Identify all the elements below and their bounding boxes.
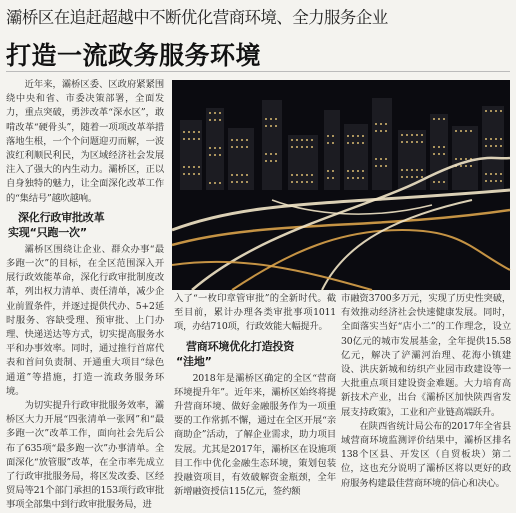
photo-window-light [416, 141, 418, 143]
photo-window-light [198, 131, 200, 133]
photo-window-light [306, 181, 308, 183]
article-column-right [341, 292, 511, 493]
photo-window-light [183, 131, 185, 133]
photo-window-light [241, 146, 243, 148]
photo-window-light [485, 173, 487, 175]
photo-window-light [401, 134, 403, 136]
photo-window-light [362, 177, 364, 179]
photo-window-light [236, 146, 238, 148]
photo-window-light [406, 176, 408, 178]
photo-window-light [291, 181, 293, 183]
photo-window-light [198, 166, 200, 168]
photo-window-light [380, 158, 382, 160]
photo-window-light [219, 182, 221, 184]
photo-window-light [406, 134, 408, 136]
section-heading-line: 深化行政审批改革 [18, 210, 105, 224]
photo-window-light [193, 166, 195, 168]
photo-window-light [380, 165, 382, 167]
photo-window-light [265, 125, 267, 127]
photo-building [344, 124, 368, 190]
photo-window-light [500, 138, 502, 140]
photo-building [372, 98, 392, 190]
photo-window-light [183, 173, 185, 175]
photo-building [262, 100, 282, 190]
photo-window-light [209, 119, 211, 121]
photo-window-light [443, 153, 445, 155]
photo-window-light [460, 158, 462, 160]
photo-window-light [438, 146, 440, 148]
photo-window-light [352, 170, 354, 172]
photo-window-light [198, 138, 200, 140]
photo-window-light [236, 174, 238, 176]
photo-window-light [411, 169, 413, 171]
section-heading-line: 实现“只跑一次” [8, 225, 87, 239]
intro-paragraph: 近年来，灞桥区委、区政府紧紧围绕中央和省、市委决策部署，全面发力，重点突破，勇涉改革“深水区”，敢啃改革“硬骨头”，随着一项项改革举措落地生根，一个个问题迎刃而解，一波波红利顺民利民，为区域经济社会发展注入了强大的内生动力。灞桥区，正以自身独特的魅力，让全面深化改革工作的“集结号”越吹越响。 [6, 79, 164, 204]
photo-window-light [460, 165, 462, 167]
photo-window-light [347, 177, 349, 179]
photo-window-light [375, 165, 377, 167]
photo-window-light [241, 139, 243, 141]
photo-window-light [231, 146, 233, 148]
photo-building [180, 120, 202, 190]
body-paragraph: 在陕西省统计局公布的2017年全省县域营商环境监测评价结果中，灞桥区排名138个区县、开发区（自贸板块）第二位，这也充分说明了灞桥区将以更好的政府服务构建最佳营商环境的信心和决心。 [341, 420, 511, 489]
photo-window-light [236, 181, 238, 183]
photo-window-light [219, 154, 221, 156]
photo-window-light [214, 182, 216, 184]
photo-window-light [352, 142, 354, 144]
photo-window-light [246, 174, 248, 176]
section-heading-line: “洼地” [176, 354, 212, 368]
photo-window-light [380, 130, 382, 132]
body-paragraph: 2018年是灞桥区确定的全区“营商环境提升年”。近年来，灞桥区始终将提升营商环境、做好金融服务作为一项重要的工作常抓不懈，通过在全区开展“亲商助企”活动，了解企业需求，助力项目发展。尤其是2017年，灞桥区在设施项目工作中优化金融生态环境，策划包装投融资项目，有效破解资金瓶颈，全年新增融资授信115亿元，签约额 [174, 372, 336, 498]
photo-building [228, 128, 254, 190]
photo-window-light [332, 170, 334, 172]
photo-window-light [495, 110, 497, 112]
photo-window-light [311, 174, 313, 176]
photo-window-light [270, 125, 272, 127]
photo-window-light [306, 174, 308, 176]
photo-window-light [347, 135, 349, 137]
photo-window-light [385, 158, 387, 160]
photo-window-light [385, 165, 387, 167]
photo-window-light [296, 181, 298, 183]
photo-window-light [500, 173, 502, 175]
photo-window-light [188, 138, 190, 140]
photo-window-light [455, 130, 457, 132]
photo-window-light [265, 160, 267, 162]
photo-window-light [275, 160, 277, 162]
photo-window-light [470, 165, 472, 167]
photo-window-light [362, 135, 364, 137]
photo-window-light [485, 110, 487, 112]
photo-window-light [306, 146, 308, 148]
photo-window-light [421, 134, 423, 136]
photo-window-light [470, 130, 472, 132]
photo-window-light [209, 147, 211, 149]
photo-window-light [416, 176, 418, 178]
photo-window-light [465, 158, 467, 160]
photo-window-light [485, 145, 487, 147]
photo-window-light [301, 146, 303, 148]
photo-window-light [296, 146, 298, 148]
photo-window-light [347, 142, 349, 144]
photo-window-light [362, 142, 364, 144]
photo-window-light [443, 118, 445, 120]
photo-window-light [490, 145, 492, 147]
photo-window-light [416, 134, 418, 136]
photo-window-light [438, 118, 440, 120]
photo-window-light [406, 141, 408, 143]
photo-window-light [357, 142, 359, 144]
photo-window-light [188, 131, 190, 133]
photo-illustration [172, 80, 510, 290]
photo-window-light [401, 176, 403, 178]
photo-window-light [311, 181, 313, 183]
photo-window-light [332, 142, 334, 144]
photo-window-light [231, 139, 233, 141]
photo-window-light [275, 125, 277, 127]
photo-window-light [362, 170, 364, 172]
photo-window-light [241, 181, 243, 183]
photo-window-light [209, 112, 211, 114]
photo-window-light [411, 141, 413, 143]
photo-window-light [375, 158, 377, 160]
photo-window-light [327, 142, 329, 144]
photo-window-light [495, 180, 497, 182]
photo-window-light [188, 173, 190, 175]
photo-window-light [188, 166, 190, 168]
photo-window-light [411, 176, 413, 178]
photo-window-light [465, 165, 467, 167]
photo-window-light [357, 170, 359, 172]
photo-window-light [490, 180, 492, 182]
photo-window-light [198, 173, 200, 175]
photo-window-light [411, 134, 413, 136]
section-heading-line: 营商环境优化打造投资 [186, 339, 294, 353]
photo-window-light [270, 153, 272, 155]
photo-window-light [301, 139, 303, 141]
photo-window-light [327, 177, 329, 179]
photo-window-light [327, 135, 329, 137]
article-subtitle: 灞桥区在追赶超越中不断优化营商环境、全力服务企业 [6, 8, 388, 27]
photo-window-light [500, 180, 502, 182]
photo-window-light [352, 135, 354, 137]
photo-window-light [347, 170, 349, 172]
photo-window-light [433, 153, 435, 155]
photo-window-light [183, 166, 185, 168]
photo-window-light [406, 169, 408, 171]
photo-window-light [311, 139, 313, 141]
photo-window-light [214, 147, 216, 149]
photo-window-light [401, 141, 403, 143]
article-column-left [6, 78, 164, 511]
photo-building [482, 106, 504, 190]
photo-window-light [265, 118, 267, 120]
photo-window-light [183, 138, 185, 140]
photo-window-light [438, 181, 440, 183]
photo-window-light [214, 119, 216, 121]
body-paragraph: 入了“一枚印章管审批”的全新时代。截至目前，累计办理各类审批事项1011项，办结710项，行政效能大幅提升。 [174, 293, 336, 333]
section-heading-approval-reform [6, 210, 164, 240]
photo-window-light [485, 138, 487, 140]
photo-window-light [311, 146, 313, 148]
photo-window-light [500, 110, 502, 112]
photo-window-light [246, 146, 248, 148]
photo-window-light [291, 146, 293, 148]
photo-window-light [270, 118, 272, 120]
photo-window-light [246, 139, 248, 141]
photo-window-light [421, 141, 423, 143]
photo-window-light [380, 123, 382, 125]
photo-window-light [375, 123, 377, 125]
photo-window-light [455, 158, 457, 160]
title-divider [6, 71, 510, 72]
photo-window-light [438, 153, 440, 155]
photo-window-light [231, 181, 233, 183]
photo-window-light [214, 112, 216, 114]
photo-window-light [443, 146, 445, 148]
photo-window-light [332, 177, 334, 179]
photo-window-light [219, 119, 221, 121]
photo-window-light [270, 160, 272, 162]
photo-window-light [291, 139, 293, 141]
photo-window-light [209, 154, 211, 156]
body-paragraph: 为切实提升行政审批服务效率，灞桥区大力开展“四张清单一张网”和“最多跑一次”改革工作，面向社会先后公布了635项“最多跑一次”办事清单。全面深化“放管服”改革，在全市率先成立了行政审批服务局，将区发改委、区经贸局等21个部门承担的153项行政审批事项全部集中到行政审批服务局，进 [6, 400, 164, 511]
photo-window-light [193, 131, 195, 133]
photo-window-light [296, 174, 298, 176]
section-heading-investment [174, 339, 336, 369]
photo-window-light [433, 181, 435, 183]
photo-window-light [352, 177, 354, 179]
photo-window-light [214, 154, 216, 156]
article-title: 打造一流政务服务环境 [6, 41, 262, 70]
photo-window-light [433, 118, 435, 120]
article-column-middle [174, 292, 336, 498]
photo-window-light [236, 139, 238, 141]
photo-window-light [500, 145, 502, 147]
photo-window-light [306, 139, 308, 141]
photo-window-light [246, 181, 248, 183]
photo-window-light [193, 138, 195, 140]
photo-window-light [193, 173, 195, 175]
photo-window-light [421, 169, 423, 171]
photo-window-light [301, 174, 303, 176]
photo-window-light [275, 118, 277, 120]
photo-window-light [209, 182, 211, 184]
photo-window-light [385, 123, 387, 125]
photo-window-light [460, 130, 462, 132]
photo-window-light [296, 139, 298, 141]
photo-building [430, 114, 448, 190]
photo-window-light [332, 135, 334, 137]
photo-window-light [301, 181, 303, 183]
photo-window-light [465, 130, 467, 132]
photo-window-light [485, 180, 487, 182]
photo-window-light [291, 174, 293, 176]
photo-window-light [275, 153, 277, 155]
photo-window-light [495, 145, 497, 147]
photo-window-light [265, 153, 267, 155]
photo-window-light [490, 173, 492, 175]
photo-window-light [241, 174, 243, 176]
photo-window-light [416, 169, 418, 171]
photo-window-light [495, 173, 497, 175]
photo-window-light [219, 112, 221, 114]
photo-window-light [490, 138, 492, 140]
photo-window-light [231, 174, 233, 176]
photo-window-light [357, 177, 359, 179]
photo-window-light [443, 181, 445, 183]
body-paragraph: 灞桥区围绕让企业、群众办事“最多跑一次”的目标，在全区范围深入开展行政效能革命，深化行政审批制度改革，列出权力清单、责任清单，减少企业前置条件，并逐过提供代办、5+2延时服务、容缺受理、预审批、上门办理、快递送达等方式，切实提高服务水平和办事效率。同时，通过推行首席代表和首问负责制、开通重大项目“绿色通道”等措施，打造一流政务服务环境。 [6, 243, 164, 397]
photo-window-light [401, 169, 403, 171]
photo-window-light [357, 135, 359, 137]
photo-window-light [375, 130, 377, 132]
photo-window-light [385, 130, 387, 132]
photo-window-light [495, 138, 497, 140]
photo-window-light [490, 110, 492, 112]
body-paragraph: 市融资3700多万元，实现了历史性突破，有效推动经济社会快速健康发展。同时，全面落实当好“店小二”的工作理念，设立30亿元的城市发展基金，全年提供15.58亿元，解决了浐灞河治理、花海小镇建设、洪庆新城和纺织产业园市政建设等一大批重点项目建设资金难题。大力培育高新技术产业，出台《灞桥区加快陕西省发展支持政策》，工业和产业链高端跃升。 [341, 293, 511, 418]
city-night-overpass-photo [172, 80, 510, 290]
photo-window-light [421, 176, 423, 178]
photo-window-light [219, 147, 221, 149]
photo-window-light [327, 170, 329, 172]
photo-window-light [433, 146, 435, 148]
